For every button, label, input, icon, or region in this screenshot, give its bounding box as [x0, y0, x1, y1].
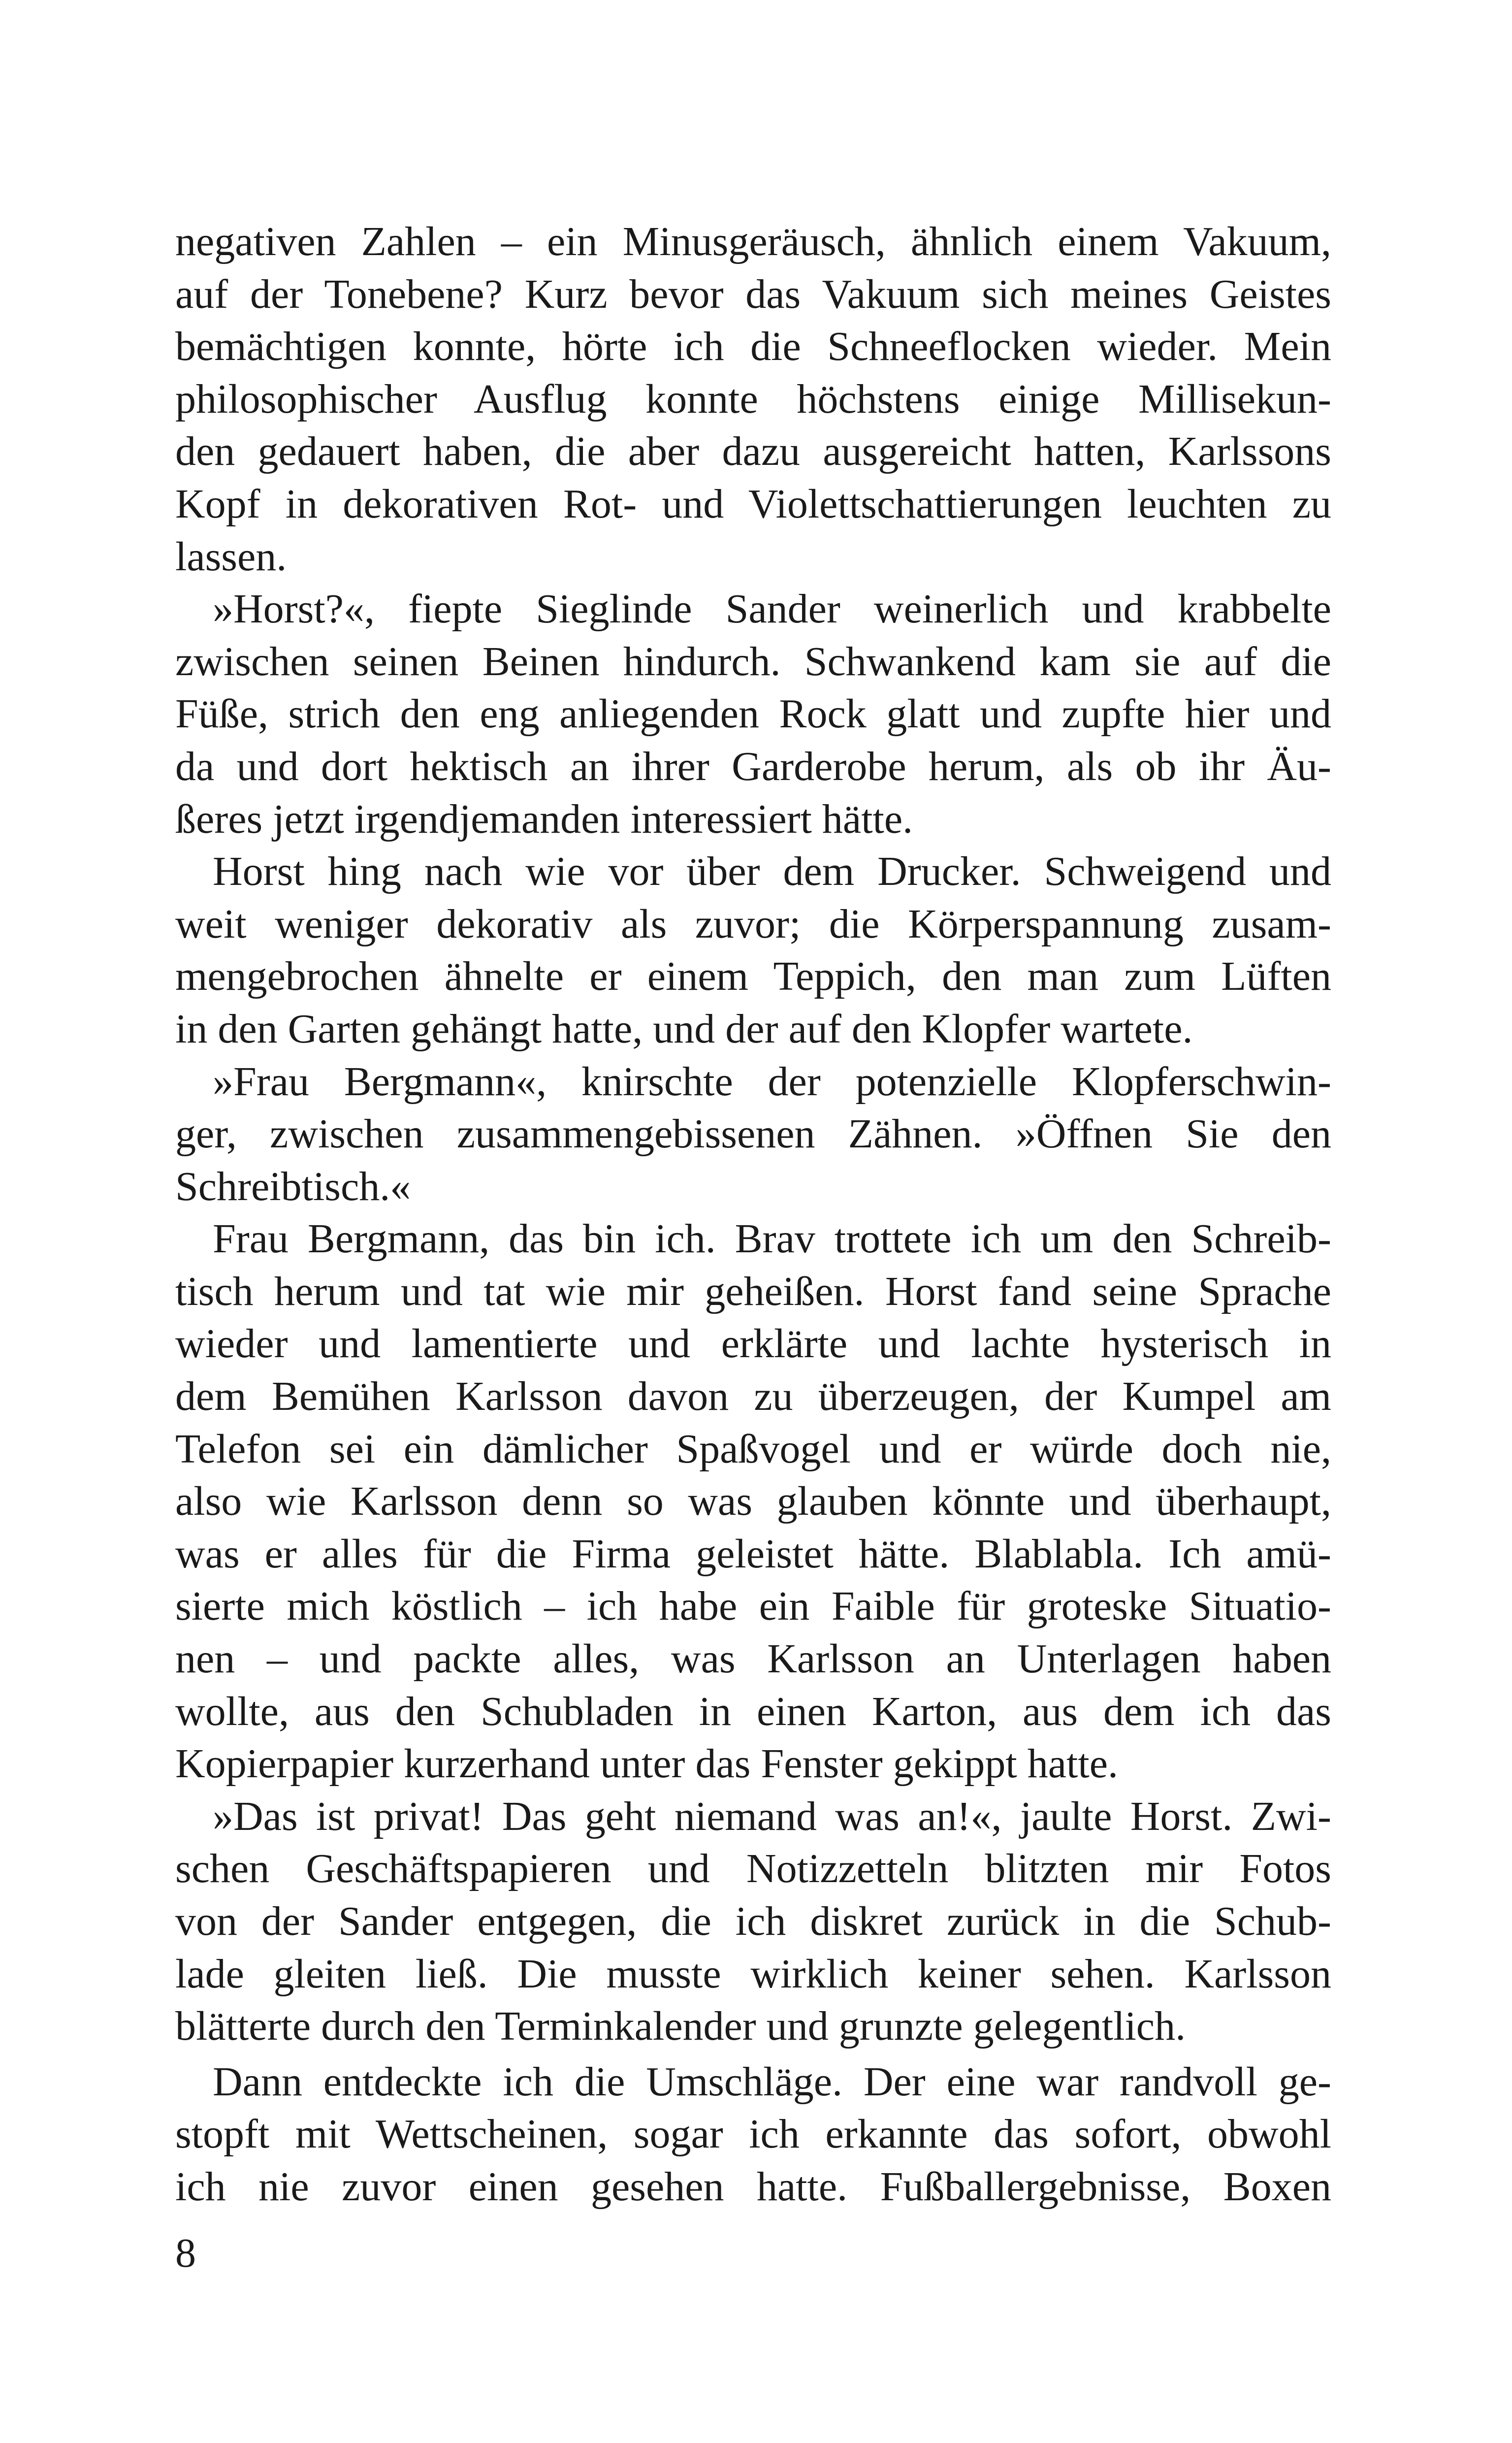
- text-line: was er alles für die Firma geleistet hätte. Blablabla. Ich amü-: [175, 1531, 1331, 1577]
- text-line: Schreibtisch.«: [175, 1163, 411, 1209]
- text-line: bemächtigen konnte, hörte ich die Schneeflocken wieder. Mein: [175, 324, 1331, 370]
- text-line: Telefon sei ein dämlicher Spaßvogel und er würde doch nie,: [175, 1426, 1331, 1472]
- text-line: sierte mich köstlich – ich habe ein Faible für groteske Situatio-: [175, 1583, 1331, 1629]
- text-line: ger, zwischen zusammengebissenen Zähnen. »Öffnen Sie den: [175, 1111, 1331, 1157]
- text-line: weit weniger dekorativ als zuvor; die Körperspannung zusam-: [175, 901, 1331, 947]
- text-line: da und dort hektisch an ihrer Garderobe herum, als ob ihr Äu-: [175, 743, 1331, 789]
- text-line: »Frau Bergmann«, knirschte der potenzielle Klopferschwin-: [213, 1058, 1331, 1105]
- text-line: Kopf in dekorativen Rot- und Violettschattierungen leuchten zu: [175, 481, 1331, 527]
- text-line: Füße, strich den eng anliegenden Rock glatt und zupfte hier und: [175, 691, 1331, 737]
- text-line: nen – und packte alles, was Karlsson an Unterlagen haben: [175, 1636, 1331, 1682]
- text-line: ßeres jetzt irgendjemanden interessiert hätte.: [175, 796, 913, 842]
- text-line: lassen.: [175, 533, 287, 580]
- text-line: tisch herum und tat wie mir geheißen. Horst fand seine Sprache: [175, 1268, 1331, 1314]
- text-line: stopft mit Wettscheinen, sogar ich erkannte das sofort, obwohl: [175, 2111, 1331, 2157]
- text-line: Kopierpapier kurzerhand unter das Fenster gekippt hatte.: [175, 1741, 1118, 1787]
- text-line: »Das ist privat! Das geht niemand was an!«, jaulte Horst. Zwi-: [213, 1793, 1331, 1839]
- text-line: »Horst?«, fiepte Sieglinde Sander weinerlich und krabbelte: [213, 586, 1331, 632]
- text-line: wollte, aus den Schubladen in einen Karton, aus dem ich das: [175, 1688, 1331, 1734]
- text-line: blätterte durch den Terminkalender und grunzte gelegentlich.: [175, 2003, 1186, 2050]
- page-number: 8: [175, 2230, 196, 2276]
- text-line: Frau Bergmann, das bin ich. Brav trottete ich um den Schreib-: [213, 1216, 1331, 1262]
- body-text: [175, 216, 1331, 2214]
- text-line: Horst hing nach wie vor über dem Drucker. Schweigend und: [213, 848, 1331, 895]
- text-line: Dann entdeckte ich die Umschläge. Der eine war randvoll ge-: [213, 2058, 1331, 2105]
- text-line: dem Bemühen Karlsson davon zu überzeugen, der Kumpel am: [175, 1373, 1331, 1420]
- text-line: schen Geschäftspapieren und Notizzetteln blitzten mir Fotos: [175, 1846, 1331, 1892]
- text-line: also wie Karlsson denn so was glauben könnte und überhaupt,: [175, 1478, 1331, 1525]
- text-line: negativen Zahlen – ein Minusgeräusch, ähnlich einem Vakuum,: [175, 219, 1331, 264]
- text-line: mengebrochen ähnelte er einem Teppich, den man zum Lüften: [175, 953, 1331, 1000]
- text-line: philosophischer Ausflug konnte höchstens einige Millisekun-: [175, 376, 1331, 422]
- text-line: von der Sander entgegen, die ich diskret zurück in die Schub-: [175, 1898, 1331, 1944]
- text-line: lade gleiten ließ. Die musste wirklich keiner sehen. Karlsson: [175, 1951, 1331, 1997]
- text-line: zwischen seinen Beinen hindurch. Schwankend kam sie auf die: [175, 638, 1331, 684]
- text-line: wieder und lamentierte und erklärte und lachte hysterisch in: [175, 1321, 1331, 1367]
- text-line: auf der Tonebene? Kurz bevor das Vakuum sich meines Geistes: [175, 271, 1331, 317]
- text-line: in den Garten gehängt hatte, und der auf den Klopfer wartete.: [175, 1006, 1193, 1052]
- text-line: ich nie zuvor einen gesehen hatte. Fußballergebnisse, Boxen: [175, 2163, 1331, 2210]
- text-line: den gedauert haben, die aber dazu ausgereicht hatten, Karlssons: [175, 428, 1331, 475]
